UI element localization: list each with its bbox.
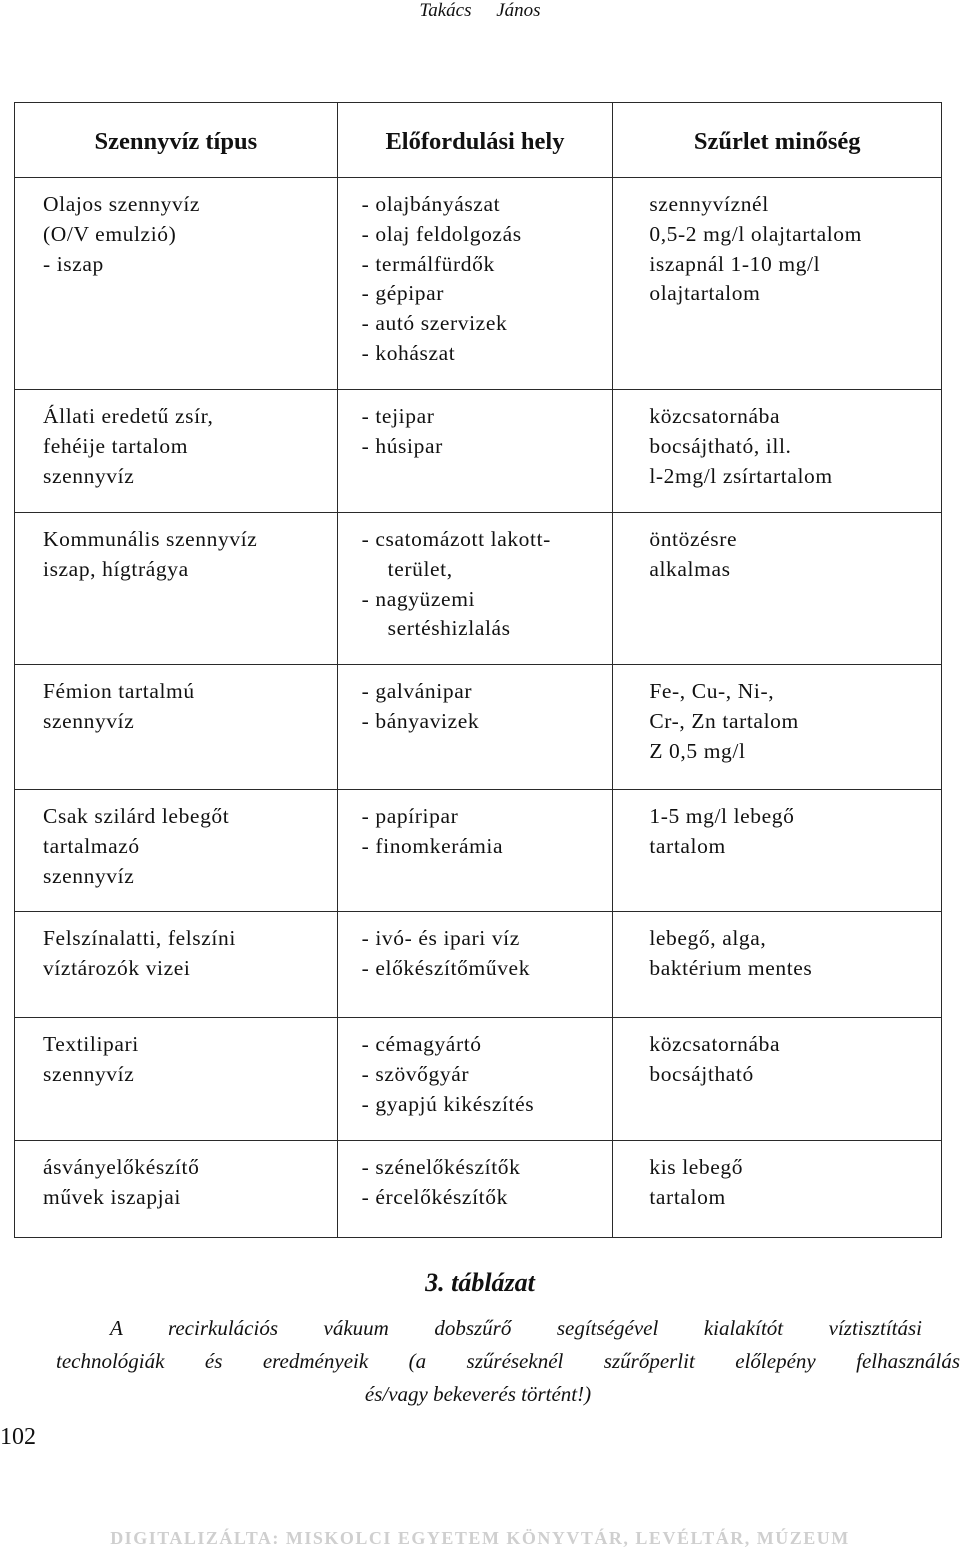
cell-line: Textilipari: [43, 1032, 139, 1056]
cell-line: bocsájtható, ill.: [649, 433, 792, 458]
cell-line: - húsipar: [361, 433, 443, 458]
page-number: 102: [0, 1424, 36, 1450]
cell-line: - olaj feldolgozás: [361, 221, 522, 246]
table-cell-quality: [613, 665, 942, 790]
cell-line: szennyvíznél: [649, 192, 769, 216]
cell-line: - gépipar: [361, 281, 445, 306]
cell-line: - galvánipar: [361, 679, 473, 703]
cell-line: - papíripar: [361, 804, 459, 828]
cell-line: iszap, hígtrágya: [43, 556, 189, 581]
cell-line: tartalom: [649, 1184, 726, 1209]
cell-line: öntözésre: [649, 527, 738, 551]
table-cell-quality: [613, 1018, 942, 1141]
cell-line: 0,5-2 mg/l olajtartalom: [649, 221, 862, 246]
data-table: [14, 102, 942, 1238]
table-cell-quality: [613, 1141, 942, 1238]
cell-line: iszapnál 1-10 mg/l: [649, 251, 821, 276]
cell-line: Csak szilárd lebegőt: [43, 804, 230, 828]
table-cell-quality: [613, 513, 942, 665]
cell-line: művek iszapjai: [43, 1184, 181, 1209]
cell-line: tartalom: [649, 833, 726, 858]
cell-line: Z 0,5 mg/l: [649, 738, 746, 763]
cell-line: lebegő, alga,: [649, 926, 767, 950]
cell-line: - termálfürdők: [361, 251, 495, 276]
cell-line: közcsatornába: [649, 404, 781, 428]
cell-line: közcsatornába: [649, 1032, 781, 1056]
table-cell-type: [15, 912, 338, 1018]
cell-line: - olajbányászat: [361, 192, 501, 216]
column-header-quality: Szűrlet minőség: [613, 103, 942, 178]
cell-line: sertéshizlalás: [387, 616, 511, 641]
cell-line: olajtartalom: [649, 281, 761, 306]
cell-line: szennyvíz: [43, 863, 135, 888]
cell-line: Cr-, Zn tartalom: [649, 708, 799, 733]
table-cell-place: [337, 912, 613, 1018]
caption-line-1: A recirkulációs vákuum dobszűrő segítségével kialakítót víztisztítási: [110, 1316, 922, 1340]
digitization-watermark: DIGITALIZÁLTA: MISKOLCI EGYETEM KÖNYVTÁR, LEVÉLTÁR, MÚZEUM: [110, 1528, 850, 1548]
table-row: [15, 790, 942, 912]
running-header: [0, 0, 960, 22]
cell-line: Fémion tartalmú: [43, 679, 195, 703]
table-cell-place: [337, 1018, 613, 1141]
cell-line: fehéije tartalom: [43, 433, 189, 458]
table-cell-type: [15, 390, 338, 513]
cell-line: szennyvíz: [43, 463, 135, 488]
table-row: [15, 665, 942, 790]
cell-line: kis lebegő: [649, 1155, 744, 1179]
table-cell-place: [337, 1141, 613, 1238]
cell-line: ásványelőkészítő: [43, 1155, 200, 1179]
cell-line: - szénelőkészítők: [361, 1155, 521, 1179]
table-caption: [56, 1312, 960, 1411]
cell-line: l-2mg/l zsírtartalom: [649, 463, 833, 488]
author-last-name: János: [496, 0, 541, 21]
table-cell-place: [337, 178, 613, 390]
cell-line: - ivó- és ipari víz: [361, 926, 520, 950]
table-cell-type: [15, 178, 338, 390]
cell-line: víztározók vizei: [43, 955, 191, 980]
cell-line: - kohászat: [361, 340, 456, 365]
cell-line: - csatomázott lakott-: [361, 527, 551, 551]
table-row: [15, 912, 942, 1018]
table-cell-type: [15, 665, 338, 790]
cell-line: - gyapjú kikészítés: [361, 1091, 535, 1116]
cell-line: - szövőgyár: [361, 1061, 470, 1086]
cell-line: - cémagyártó: [361, 1032, 482, 1056]
cell-line: Fe-, Cu-, Ni-,: [649, 679, 775, 703]
table-cell-quality: [613, 790, 942, 912]
table-header-row: [15, 103, 942, 178]
column-header-type: Szennyvíz típus: [15, 103, 338, 178]
cell-line: Felszínalatti, felszíni: [43, 926, 236, 950]
table-cell-type: [15, 1018, 338, 1141]
table-cell-quality: [613, 178, 942, 390]
cell-line: - bányavizek: [361, 708, 480, 733]
caption-line-3: és/vagy bekeverés történt!): [364, 1382, 592, 1406]
cell-line: - autó szervizek: [361, 311, 508, 336]
cell-line: - ércelőkészítők: [361, 1184, 508, 1209]
table-caption-title: 3. táblázat: [425, 1268, 535, 1297]
cell-line: (O/V emulzió): [43, 221, 177, 246]
table-row: [15, 1141, 942, 1238]
table-row: [15, 513, 942, 665]
cell-line: Állati eredetű zsír,: [43, 404, 214, 428]
table-cell-place: [337, 665, 613, 790]
table-cell-place: [337, 790, 613, 912]
table-cell-place: [337, 513, 613, 665]
author-first-name: Takács: [419, 0, 472, 21]
cell-line: - előkészítőművek: [361, 955, 531, 980]
cell-line: terület,: [387, 556, 453, 581]
cell-line: tartalmazó: [43, 833, 140, 858]
cell-line: - tejipar: [361, 404, 435, 428]
cell-line: bocsájtható: [649, 1061, 754, 1086]
table-body: [15, 178, 942, 1238]
cell-line: szennyvíz: [43, 1061, 135, 1086]
table-cell-type: [15, 790, 338, 912]
cell-line: - nagyüzemi: [361, 586, 476, 611]
table-row: [15, 390, 942, 513]
cell-line: 1-5 mg/l lebegő: [649, 804, 795, 828]
caption-line-2: technológiák és eredményeik (a szűréseknél szűrőperlit előlepény felhasználás: [56, 1349, 960, 1373]
table-cell-type: [15, 513, 338, 665]
table-cell-quality: [613, 390, 942, 513]
table-row: [15, 178, 942, 390]
table-row: [15, 1018, 942, 1141]
cell-line: baktérium mentes: [649, 955, 813, 980]
cell-line: Kommunális szennyvíz: [43, 527, 258, 551]
cell-line: - finomkerámia: [361, 833, 504, 858]
cell-line: alkalmas: [649, 556, 731, 581]
column-header-place: Előfordulási hely: [337, 103, 613, 178]
cell-line: Olajos szennyvíz: [43, 192, 201, 216]
table-cell-type: [15, 1141, 338, 1238]
table-cell-quality: [613, 912, 942, 1018]
cell-line: - iszap: [43, 251, 104, 276]
cell-line: szennyvíz: [43, 708, 135, 733]
table-cell-place: [337, 390, 613, 513]
